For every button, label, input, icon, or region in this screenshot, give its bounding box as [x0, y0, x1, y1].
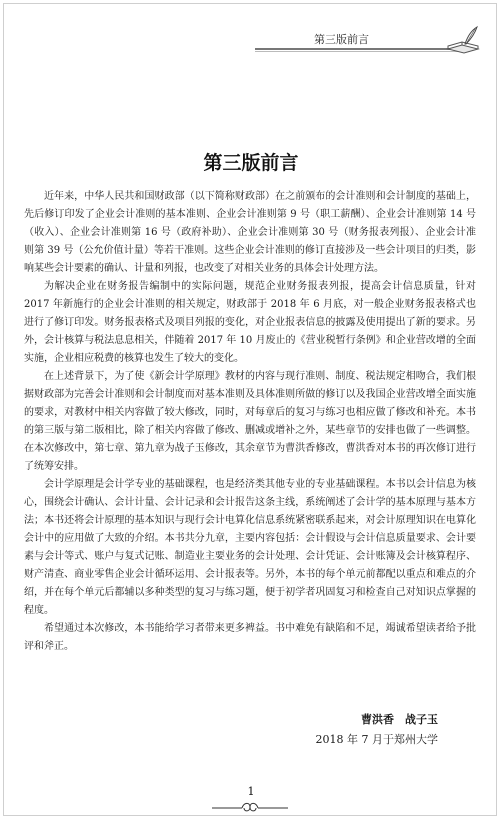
- book-quill-icon: [446, 25, 480, 55]
- paragraph: 会计学原理是会计学专业的基础课程，也是经济类其他专业的专业基础课程。本书以会计信息为核心，围绕会计确认、会计计量、会计记录和会计报告这条主线，系统阐述了会计学的基本原理与基本方法；本书还将会计原理的基本知识与现行会计电算化信息系统紧密联系起来，对会计原理知识在电算化会计中的应用做了大致的介绍。本书共分九章，主要内容包括：会计假设与会计信息质量要求、会计要素与会计等式、账户与复式记账、制造业主要业务的会计处理、会计凭证、会计账簿及会计核算程序、财产清查、商业零售企业会计循环运用、会计报表等。另外，本书的每个单元前都配以重点和难点的介绍，并在每个单元后都辅以多种类型的复习与练习题，便于初学者巩固复习和检查自己对知识点掌握的程度。: [24, 479, 476, 616]
- paragraph: 希望通过本次修改，本书能给学习者带来更多裨益。书中难免有缺陷和不足，竭诚希望读者给予批评和斧正。: [24, 623, 476, 652]
- paragraph: 为解决企业在财务报告编制中的实际问题，规范企业财务报表列报，提高会计信息质量，针对 2017 年新施行的企业会计准则的相关规定，财政部于 2018 年 6 月底，对一般企业财务报表格式也进行了修订印发。财务报表格式及项目列报的变化，对企业报表信息的披露及使用提出了新的要求。另外，会计核算与税法息息相关，伴随着 2017 年 10 月废止的《营业税暂行条例》和企业营改增的全面实施，企业相应税费的核算也发生了较大的变化。: [24, 281, 476, 364]
- header-rule: [255, 48, 460, 50]
- page-title: 第三版前言: [203, 152, 299, 174]
- signature-block: [316, 710, 438, 750]
- header-rule-thin: [255, 51, 460, 52]
- page-number: 1: [247, 785, 255, 798]
- scroll-ornament-icon: [210, 800, 290, 814]
- paragraph: 近年来，中华人民共和国财政部（以下简称财政部）在之前颁布的会计准则和会计制度的基础上，先后修订印发了企业会计准则的基本准则、企业会计准则第 9 号（职工薪酬）、企业会计准则第 14 号（收入）、企业会计准则第 16 号（政府补助）、企业会计准则第 30 号（财务报表列报）、企业会计准则第 39 号（公允价值计量）等若干准则。这些企业会计准则的修订直接涉及一些会计项目的归类，影响某些会计要素的确认、计量和列报，也改变了对相关业务的具体会计处理方法。: [24, 191, 476, 274]
- paragraph: 在上述背景下，为了使《新会计学原理》教材的内容与现行准则、制度、税法规定相吻合，我们根据财政部为完善会计准则和会计制度而对基本准则及具体准则所做的修订以及我国企业营改增全面实施的要求，对教材中相关内容做了较大修改，同时，对每章后的复习与练习也相应做了修改和补充。本书的第三版与第二版相比，除了相关内容做了修改、删减或增补之外，某些章节的安排也做了一些调整。在本次修改中，第七章、第九章为战子玉修改，其余章节为曹洪香修改，曹洪香对本书的再次修订进行了统筹安排。: [24, 371, 476, 472]
- date-place: 2018 年 7 月于郑州大学: [315, 733, 438, 746]
- author-names: 曹洪香 战子玉: [361, 713, 438, 726]
- running-header: 第三版前言: [314, 33, 369, 46]
- preface-body: [24, 188, 476, 656]
